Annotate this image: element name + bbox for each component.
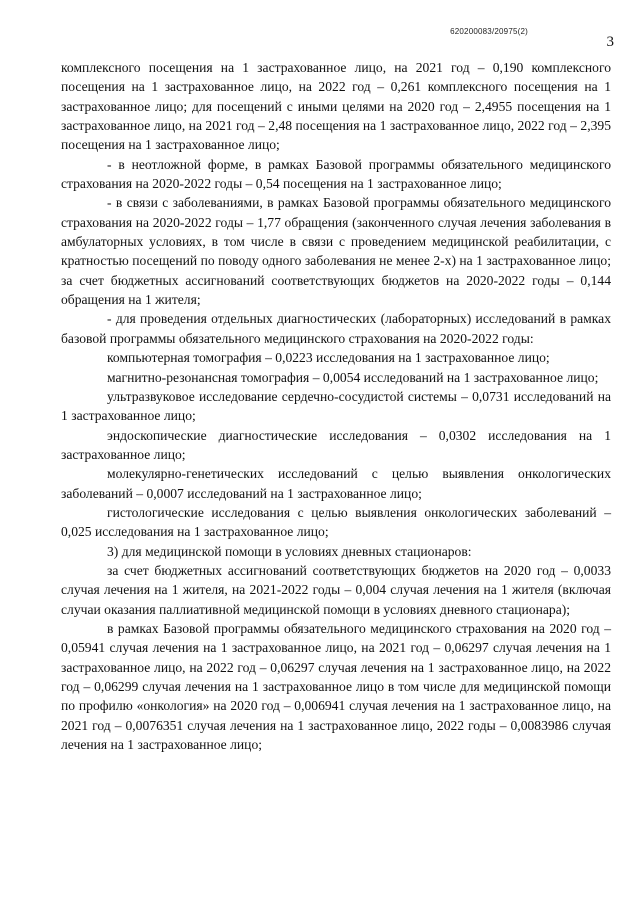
paragraph: магнитно-резонансная томография – 0,0054 исследований на 1 застрахованное лицо; — [107, 369, 599, 385]
paragraph: эндоскопические диагностические исследования – 0,0302 исследования на 1 застрахованное лицо; — [61, 427, 611, 462]
paragraph: 3) для медицинской помощи в условиях дневных стационаров: — [107, 543, 472, 559]
paragraph: компьютерная томография – 0,0223 исследования на 1 застрахованное лицо; — [107, 350, 550, 366]
paragraph: молекулярно-генетических исследований с целью выявления онкологических заболеваний – 0,0007 исследований на 1 застрахованное лицо; — [61, 466, 611, 501]
paragraph: - в неотложной форме, в рамках Базовой программы обязательного медицинского страхования на 2020-2022 годы – 0,54 посещения на 1 застрахованное лицо; — [61, 156, 611, 192]
paragraph: - в связи с заболеваниями, в рамках Базовой программы обязательного медицинского страхования на 2020-2022 годы – 1,77 обращения (законченного случая лечения заболевания в амбулаторных условиях, в том числе в связи с проведением медицинской реабилитации, с кратностью посещений по поводу одного заболевания не менее 2-х) на 1 застрахованное лицо; за счет бюджетных ассигнований соответствующих бюджетов на 2020-2022 годы – 0,144 обращения на 1 жителя; — [61, 195, 611, 308]
paragraph: за счет бюджетных ассигнований соответствующих бюджетов на 2020 год – 0,0033 случая лечения на 1 жителя, на 2021-2022 годы – 0,004 случая лечения на 1 жителя (включая случаи оказания паллиативной медицинской помощи в условиях дневного стационара); — [61, 562, 611, 617]
paragraph: гистологические исследования с целью выявления онкологических заболеваний – 0,025 исследования на 1 застрахованное лицо; — [61, 504, 611, 540]
paragraph: - для проведения отдельных диагностических (лабораторных) исследований в рамках базовой программы обязательного медицинского страхования на 2020-2022 годы: — [61, 311, 611, 346]
document-body — [61, 58, 611, 754]
paragraph: ультразвуковое исследование сердечно-сосудистой системы – 0,0731 исследований на 1 застрахованное лицо; — [61, 388, 611, 424]
paragraph: комплексного посещения на 1 застрахованное лицо, на 2021 год – 0,190 комплексного посещения на 1 застрахованное лицо, на 2022 год – 0,261 комплексного посещения на 1 застрахованное лицо; для посещений с иными целями на 2020 год – 2,4955 посещения на 1 застрахованное лицо, на 2021 год – 2,48 посещения на 1 застрахованное лицо, 2022 год – 2,395 посещения на 1 застрахованное лицо; — [61, 60, 611, 153]
page-number: 3 — [606, 34, 614, 50]
paragraph: в рамках Базовой программы обязательного медицинского страхования на 2020 год – 0,05941 случая лечения на 1 застрахованное лицо, на 2021 год – 0,06297 случая лечения на 1 застрахованное лицо, на 2022 год – 0,06297 случая лечения на 1 застрахованное лицо, на 2022 год – 0,06299 случая лечения на 1 застрахованное лицо в том числе для медицинской помощи по профилю «онкология» на 2020 год – 0,006941 случая лечения на 1 застрахованное лицо, на 2021 год – 0,0076351 случая лечения на 1 застрахованное лицо, 2022 годы – 0,0083986 случая лечения на 1 застрахованное лицо; — [61, 620, 611, 753]
document-id: 620200083/20975(2) — [450, 27, 528, 36]
